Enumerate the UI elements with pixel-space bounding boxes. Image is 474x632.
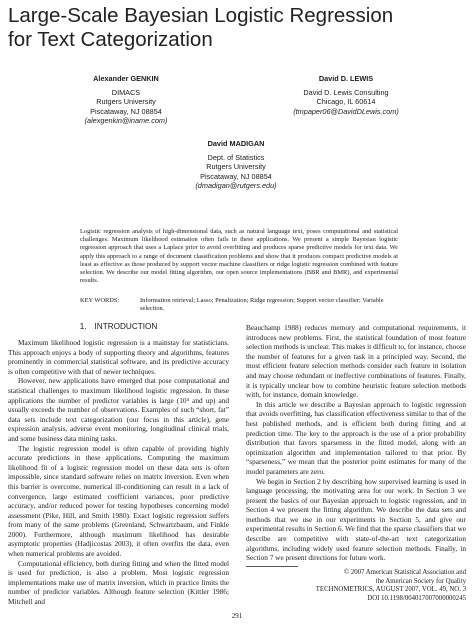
left-column bbox=[8, 322, 229, 607]
author-affiliation-line: DIMACS bbox=[111, 87, 141, 97]
author-affiliation-line: Chicago, IL 60614 bbox=[316, 97, 376, 107]
author-affiliation-line: Piscataway, NJ 08854 bbox=[90, 106, 162, 116]
author-email: (alexgenkin@iname.com) bbox=[84, 116, 168, 126]
author-affiliation-line: Rutgers University bbox=[96, 97, 156, 107]
footer-line: DOI 10.1198/004017007000000245 bbox=[367, 594, 466, 602]
section-heading-introduction bbox=[8, 322, 229, 332]
copyright-footer bbox=[246, 569, 466, 603]
paragraph: In this article we describe a Bayesian approach to logistic regression that avoids overfitting, has classification effectiveness similar to that of the best published methods, and is efficient both during fitting and at prediction time. The key to the approach is the use of a prior probability distribution that favors sparseness in the fitted model, along with an optimization algorithm and implementation tailored to that prior. By “sparseness,” we mean that the posterior point estimates for many of the model parameters are zero. bbox=[246, 399, 466, 476]
paper-title bbox=[8, 4, 466, 52]
section-number: 1. bbox=[79, 322, 87, 331]
footer-line: TECHNOMETRICS, AUGUST 2007, VOL. 49, NO. 3 bbox=[315, 586, 466, 594]
right-column bbox=[246, 323, 466, 563]
abstract-text: Logistic regression analysis of high-dimensional data, such as natural language text, poses computational and statistical challenges. Maximum likelihood estimation often fails in these applications. We present a simple Bayesian logistic regression approach that uses a Laplace prior to avoid overfitting and produces sparse predictive models for text data. We apply this approach to a range of document classification problems and show that it produces compact predictive models at least as effective as those produced by support vector machine classifiers or ridge logistic regression combined with feature selection. We describe our model fitting algorithm, our open source implementations (BBR and BMR), and experimental results. bbox=[80, 228, 398, 285]
author-affiliation-line: Dept. of Statistics bbox=[207, 152, 265, 162]
paragraph: Beauchamp 1988) reduces memory and computational requirements, it introduces new problems. First, the statistical foundation of most feature selection methods is unclear. This makes it difficult to, for instance, choose the number of features for a given task in a principled way. Second, the most efficient feature selection methods consider each feature in isolation and may choose redundant or ineffective combinations of features. Finally, it is typically unclear how to combine heuristic feature selection methods with, for instance, domain knowledge. bbox=[246, 323, 466, 400]
author-block-madigan bbox=[166, 139, 306, 191]
keywords-text: Information retrieval; Lasso; Penalization; Ridge regression; Support vector classifier; Variable selection. bbox=[140, 297, 384, 313]
title-line-1: Large-Scale Bayesian Logistic Regression bbox=[8, 4, 394, 27]
author-block-lewis bbox=[276, 74, 416, 116]
author-email: (dmadigan@rutgers.edu) bbox=[195, 181, 277, 191]
author-affiliation-line: Rutgers University bbox=[206, 162, 266, 172]
paragraph: However, new applications have emerged that pose computational and statistical challenges to maximum likelihood logistic regression. In these applications the number of predictor variables is large (10⁴ and up) and usually exceeds the number of observations. Examples of such “short, fat” data sets include text categorization (our focus in this article), gene expression analysis, adverse event monitoring, longitudinal clinical trials, and some business data mining tasks. bbox=[8, 376, 229, 443]
section-title: INTRODUCTION bbox=[94, 322, 158, 331]
keywords-label: KEY WORDS: bbox=[80, 297, 120, 304]
author-name: Alexander GENKIN bbox=[93, 74, 159, 83]
author-affiliation-line: David D. Lewis Consulting bbox=[303, 87, 389, 97]
paragraph: We begin in Section 2 by describing how supervised learning is used in language processing, the motivating area for our work. In Section 3 we present the basics of our Bayesian approach to logistic regression, and in Section 4 we present the fitting algorithm. We describe the data sets and methods that we use in our experiments in Section 5, and give our experimental results in Section 6. We find that the sparse classifiers that we describe are competitive with state-of-the-art text categorization algorithms, including widely used feature selection methods. Finally, in Section 7 we present directions for future work. bbox=[246, 476, 466, 563]
author-name: David D. LEWIS bbox=[318, 74, 374, 83]
footer-rule bbox=[246, 566, 298, 567]
footer-line: the American Society for Quality bbox=[375, 577, 466, 585]
footer-line: © 2007 American Statistical Association and bbox=[343, 569, 466, 576]
author-affiliation-line: Piscataway, NJ 08854 bbox=[200, 171, 272, 181]
paragraph: The logistic regression model is often capable of providing highly accurate predictions in these applications. Computing the maximum likelihood fit of a logistic regression model on these data sets is often impossible, since standard software relies on matrix inversion. Even when this barrier is overcome, numerical ill-conditioning can result in a lack of convergence, large estimated coefficient variances, poor predictive accuracy, and/or reduced power for testing hypotheses concerning model assessment (Pike, Hill, and Smith 1980). Exact logistic regression suffers from many of the same problems (Greenland, Schwartzbaum, and Finkle 2000). Furthermore, although maximum likelihood has desirable asymptotic properties (Hadjicostas 2003), it often overfits the data, even when numerical problems are avoided. bbox=[8, 443, 229, 559]
title-line-2: for Text Categorization bbox=[8, 28, 213, 51]
author-block-genkin bbox=[56, 74, 196, 126]
abstract bbox=[80, 228, 398, 285]
author-email: (tmpaper06@DavidDLewis.com) bbox=[293, 106, 399, 116]
paragraph: Maximum likelihood logistic regression is a mainstay for statisticians. This approach enjoys a body of supporting theory and algorithms, features prominently in commercial statistical software, and its predictive accuracy is often competitive with that of newer techniques. bbox=[8, 338, 229, 376]
author-name: David MADIGAN bbox=[207, 139, 265, 148]
page-number: 291 bbox=[231, 612, 243, 620]
paragraph: Computational efficiency, both during fitting and when the fitted model is used for prediction, is also a problem. Most logistic regression implementations make use of matrix inversion, which in practice limits the number of predictor variables. Although feature selection (Kittler 1986; Mitchell and bbox=[8, 558, 229, 607]
